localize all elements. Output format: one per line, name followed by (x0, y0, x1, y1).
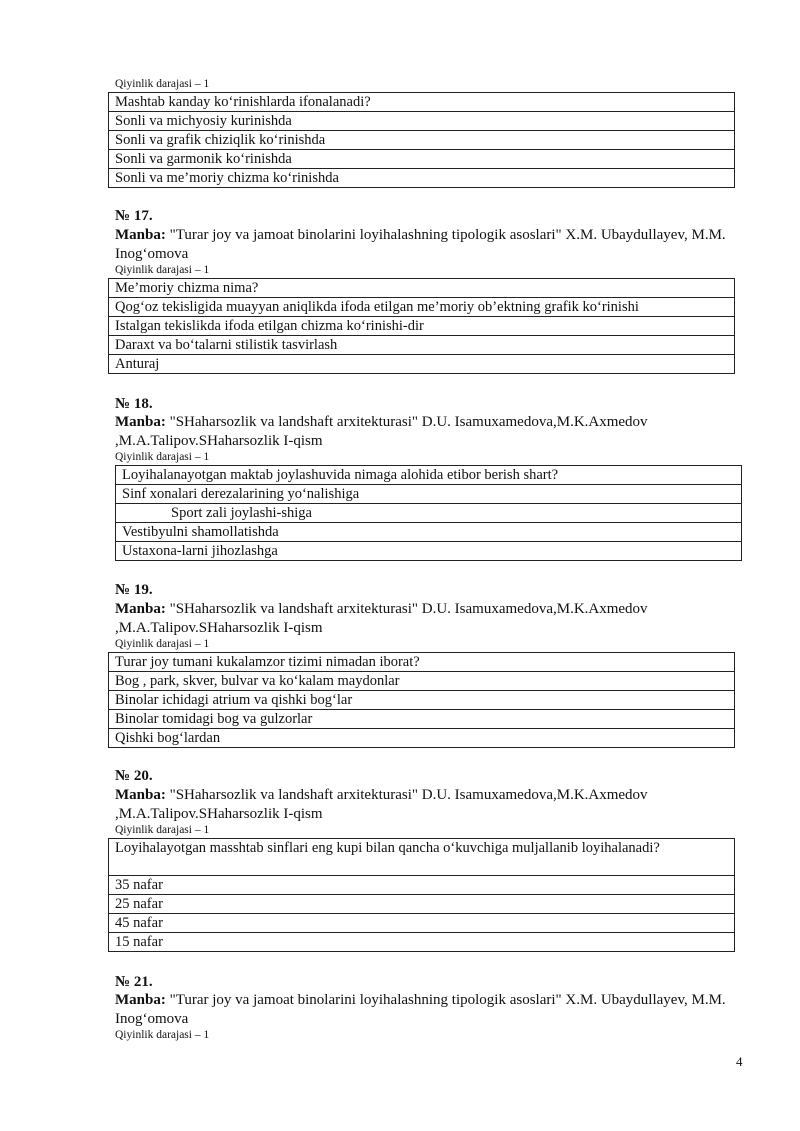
source-reference (115, 600, 740, 638)
source-label: Manba: (115, 787, 166, 803)
answer-option: Sinf xonalari derezalarining yo‘nalishiga (116, 485, 742, 504)
question-number: № 18. (115, 396, 153, 412)
source-text: "SHaharsozlik va landshaft arxitekturasi" D.U. Isamuxamedova,M.K.Axmedov ,M.A.Talipov.SHaharsozlik I-qism (115, 601, 648, 636)
source-reference (115, 413, 740, 451)
question-table (108, 838, 735, 952)
answer-option: Daraxt va bo‘talarni stilistik tasvirlash (109, 336, 735, 355)
answer-option: Qog‘oz tekisligida muayyan aniqlikda ifoda etilgan me’moriy ob’ektning grafik ko‘rinishi (109, 298, 735, 317)
source-label: Manba: (115, 601, 166, 617)
answer-option: Sport zali joylashi-shiga (116, 504, 742, 523)
answer-option: Sonli va garmonik ko‘rinishda (109, 150, 735, 169)
answer-option: Binolar ichidagi atrium va qishki bog‘lar (109, 691, 735, 710)
source-text: "SHaharsozlik va landshaft arxitekturasi" D.U. Isamuxamedova,M.K.Axmedov ,M.A.Talipov.SHaharsozlik I-qism (115, 414, 648, 449)
question-table (115, 465, 742, 561)
question-number: № 17. (115, 208, 153, 224)
difficulty-level: Qiyinlik darajasi – 1 (115, 1029, 210, 1041)
question-number: № 20. (115, 768, 153, 784)
answer-option: 35 nafar (109, 876, 735, 895)
difficulty-level: Qiyinlik darajasi – 1 (115, 78, 210, 90)
answer-option: Anturaj (109, 355, 735, 374)
difficulty-level: Qiyinlik darajasi – 1 (115, 451, 210, 463)
question-text: Mashtab kanday ko‘rinishlarda ifonalanadi? (109, 93, 735, 112)
difficulty-level: Qiyinlik darajasi – 1 (115, 638, 210, 650)
question-text: Me’moriy chizma nima? (109, 279, 735, 298)
source-reference (115, 226, 740, 264)
source-label: Manba: (115, 992, 166, 1008)
answer-option: 25 nafar (109, 895, 735, 914)
source-reference (115, 786, 740, 824)
question-text: Loyihalanayotgan maktab joylashuvida nimaga alohida etibor berish shart? (116, 466, 742, 485)
difficulty-level: Qiyinlik darajasi – 1 (115, 264, 210, 276)
answer-option: Ustaxona-larni jihozlashga (116, 542, 742, 561)
question-number: № 19. (115, 582, 153, 598)
question-text: Turar joy tumani kukalamzor tizimi nimadan iborat? (109, 653, 735, 672)
difficulty-level: Qiyinlik darajasi – 1 (115, 824, 210, 836)
question-table (108, 92, 735, 188)
answer-option: 45 nafar (109, 914, 735, 933)
answer-option: 15 nafar (109, 933, 735, 952)
source-text: "SHaharsozlik va landshaft arxitekturasi" D.U. Isamuxamedova,M.K.Axmedov ,M.A.Talipov.SHaharsozlik I-qism (115, 787, 648, 822)
source-reference (115, 991, 740, 1029)
answer-option: Binolar tomidagi bog va gulzorlar (109, 710, 735, 729)
page-number: 4 (736, 1054, 743, 1069)
source-label: Manba: (115, 414, 166, 430)
answer-option: Qishki bog‘lardan (109, 729, 735, 748)
answer-option: Bog , park, skver, bulvar va ko‘kalam maydonlar (109, 672, 735, 691)
question-text: Loyihalayotgan masshtab sinflari eng kupi bilan qancha o‘kuvchiga muljallanib loyihalanadi? (109, 839, 735, 876)
question-table (108, 652, 735, 748)
source-label: Manba: (115, 227, 166, 243)
source-text: "Turar joy va jamoat binolarini loyihalashning tipologik asoslari" X.M. Ubaydullayev, M.M. Inog‘omova (115, 227, 726, 262)
answer-option: Sonli va grafik chiziqlik ko‘rinishda (109, 131, 735, 150)
source-text: "Turar joy va jamoat binolarini loyihalashning tipologik asoslari" X.M. Ubaydullayev, M.M. Inog‘omova (115, 992, 726, 1027)
question-table (108, 278, 735, 374)
answer-option: Sonli va me’moriy chizma ko‘rinishda (109, 169, 735, 188)
answer-option: Vestibyulni shamollatishda (116, 523, 742, 542)
question-number: № 21. (115, 974, 153, 990)
answer-option: Sonli va michyosiy kurinishda (109, 112, 735, 131)
answer-option: Istalgan tekislikda ifoda etilgan chizma ko‘rinishi-dir (109, 317, 735, 336)
